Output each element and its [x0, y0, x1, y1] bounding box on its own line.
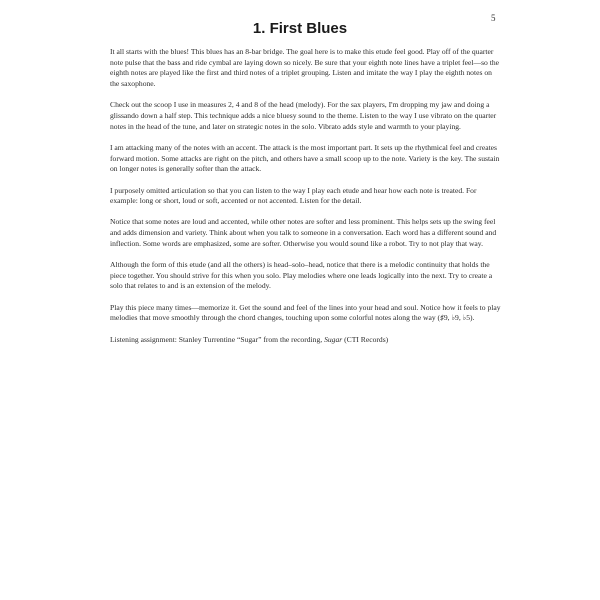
- paragraph-scoop: Check out the scoop I use in measures 2, 4 and 8 of the head (melody). For the sax players, I'm dropping my jaw and doing a glissando down a half step. This technique adds a nice bluesy sound to the theme. Listen to the way I use vibrato on the quarter notes in the head of the tune, and later on strategic notes in the solo. Vibrato adds style and warmth to your playing.: [110, 100, 497, 131]
- paragraph-attack: I am attacking many of the notes with an accent. The attack is the most important part. It sets up the rhythmical feel and creates forward motion. Some attacks are right on the pitch, and others have a small scoop up to the note. Variety is the key. The sustain on longer notes is generally softer than the attack.: [110, 142, 500, 174]
- paragraph-dynamics: Notice that some notes are loud and accented, while other notes are softer and less prominent. This helps sets up the swing feel and adds dimension and variety. Think about when you talk to someone in a conversation. Each word has a different sound and inflection. Some words are emphasized, some are softer. Otherwise you would sound like a robot. Try to not play that way.: [110, 217, 497, 248]
- paragraph-intro: It all starts with the blues! This blues has an 8-bar bridge. The goal here is to make this etude feel good. Play off of the quarter note pulse that the bass and ride cymbal are laying down so nicely. Be sure that your eighth note lines have a triplet feel—so the eighth notes are played like the first and third notes of a triplet grouping. Listen and imitate the way I play the eighth notes on the saxophone.: [110, 47, 499, 89]
- page-number: 5: [491, 13, 496, 23]
- listening-album: Sugar: [324, 334, 343, 344]
- paragraph-memorize: Play this piece many times—memorize it. Get the sound and feel of the lines into your head and soul. Notice how it feels to play melodies that move smoothly through the chord changes, touching upon some colorful notes along the way (♯9, ♭9, ♭5).: [110, 302, 501, 323]
- paragraph-form: Although the form of this etude (and all the others) is head–solo–head, notice that there is a melodic continuity that holds the piece together. You should strive for this when you solo. Play melodies where one leads logically into the next. Try to create a solo that relates to and is an extension of the melody.: [110, 260, 493, 291]
- body-text: [110, 47, 502, 356]
- paragraph-articulation: I purposely omitted articulation so that you can listen to the way I play each etude and hear how each note is treated. For example: long or short, loud or soft, accented or not accented. Listen for the detail.: [110, 185, 477, 206]
- page-title: 1. First Blues: [252, 20, 348, 37]
- paragraph-listening-assignment: [110, 335, 502, 346]
- listening-prefix: Listening assignment: Stanley Turrentine “Sugar” from the recording,: [110, 334, 325, 344]
- listening-suffix: (CTI Records): [342, 334, 389, 344]
